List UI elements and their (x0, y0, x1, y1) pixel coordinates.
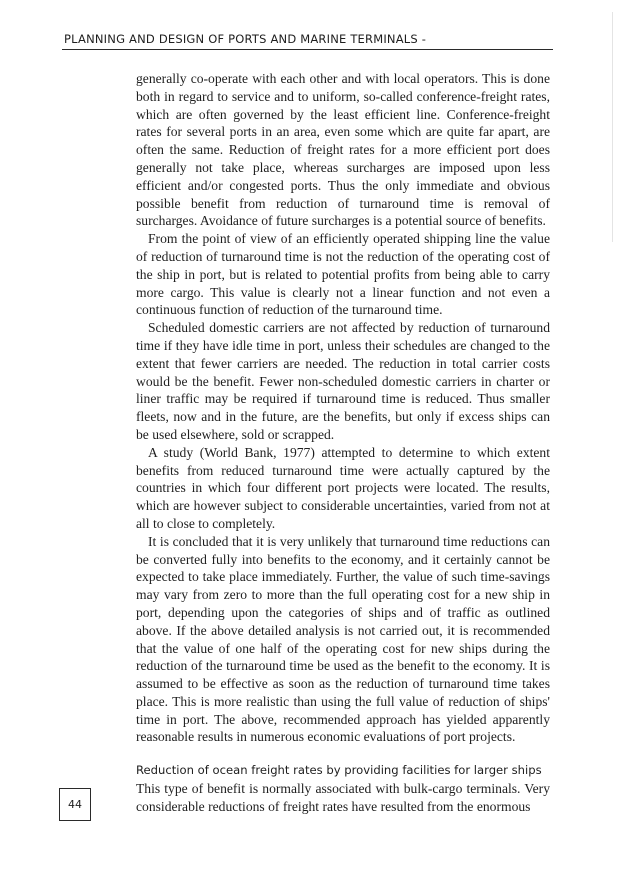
page-number (59, 788, 91, 821)
page-edge-line (612, 12, 613, 242)
paragraph-5: It is concluded that it is very unlikely that turnaround time reductions can be converted fully into benefits to the economy, and it certainly cannot be expected to take place immediately. Further, the value of such time-savings may vary from zero to more than the full operating cost for a new ship in port, depending upon the categories of ships and of traffic as outlined above. If the above detailed analysis is not carried out, it is recommended that the value of one half of the operating cost for new ships during the reduction of the turnaround time be used as the benefit to the economy. It is assumed to be effective as soon as the reduction of turnaround time takes place. This is more realistic than using the full value of reduction of ships' time in port. The above, recommended approach has yielded apparently reasonable results in numerous economic evaluations of port projects. (136, 533, 550, 745)
paragraph-2: From the point of view of an efficiently operated shipping line the value of reduction of turnaround time is not the reduction of the operating cost of the ship in port, but is related to potential profits from being able to carry more cargo. This value is clearly not a linear function and not even a continuous function of reduction of the turnaround time. (136, 231, 550, 318)
paragraph-1: generally co-operate with each other and with local operators. This is done both in regard to service and to uniform, so-called conference-freight rates, which are often governed by the least efficient line. Conference-freight rates for several ports in an area, even some which are quite far apart, are often the same. Reduction of freight rates for a more efficient port does generally not take place, whereas surcharges are imposed upon less efficient and/or congested ports. Thus the only immediate and obvious possible benefit from reduction of turnaround time is removal of surcharges. Avoidance of future surcharges is a potential source of benefits. (136, 71, 550, 229)
paragraph-3: Scheduled domestic carriers are not affected by reduction of turnaround time if they have idle time in port, unless their schedules are changed to the extent that fewer carriers are needed. The reduction in total carrier costs would be the benefit. Fewer non-scheduled domestic carriers in charter or liner traffic may be required if turnaround time is reduced. Thus smaller fleets, now and in the future, are the benefits, but only if excess ships can be used elsewhere, sold or scrapped. (136, 320, 550, 442)
header-rule (62, 49, 553, 50)
body-text (136, 70, 550, 816)
running-head: PLANNING AND DESIGN OF PORTS AND MARINE TERMINALS - (64, 32, 427, 46)
paragraph-4: A study (World Bank, 1977) attempted to determine to which extent benefits from reduced turnaround time were actually captured by the countries in which four different port projects were located. The results, which are however subject to considerable uncertainties, varied from not at all to close to completely. (136, 444, 550, 531)
page-number-text: 44 (68, 798, 82, 811)
section-heading: Reduction of ocean freight rates by providing facilities for larger ships (136, 763, 542, 778)
section-paragraph: This type of benefit is normally associated with bulk-cargo terminals. Very considerable reductions of freight rates have resulted from the enormous (136, 781, 550, 814)
